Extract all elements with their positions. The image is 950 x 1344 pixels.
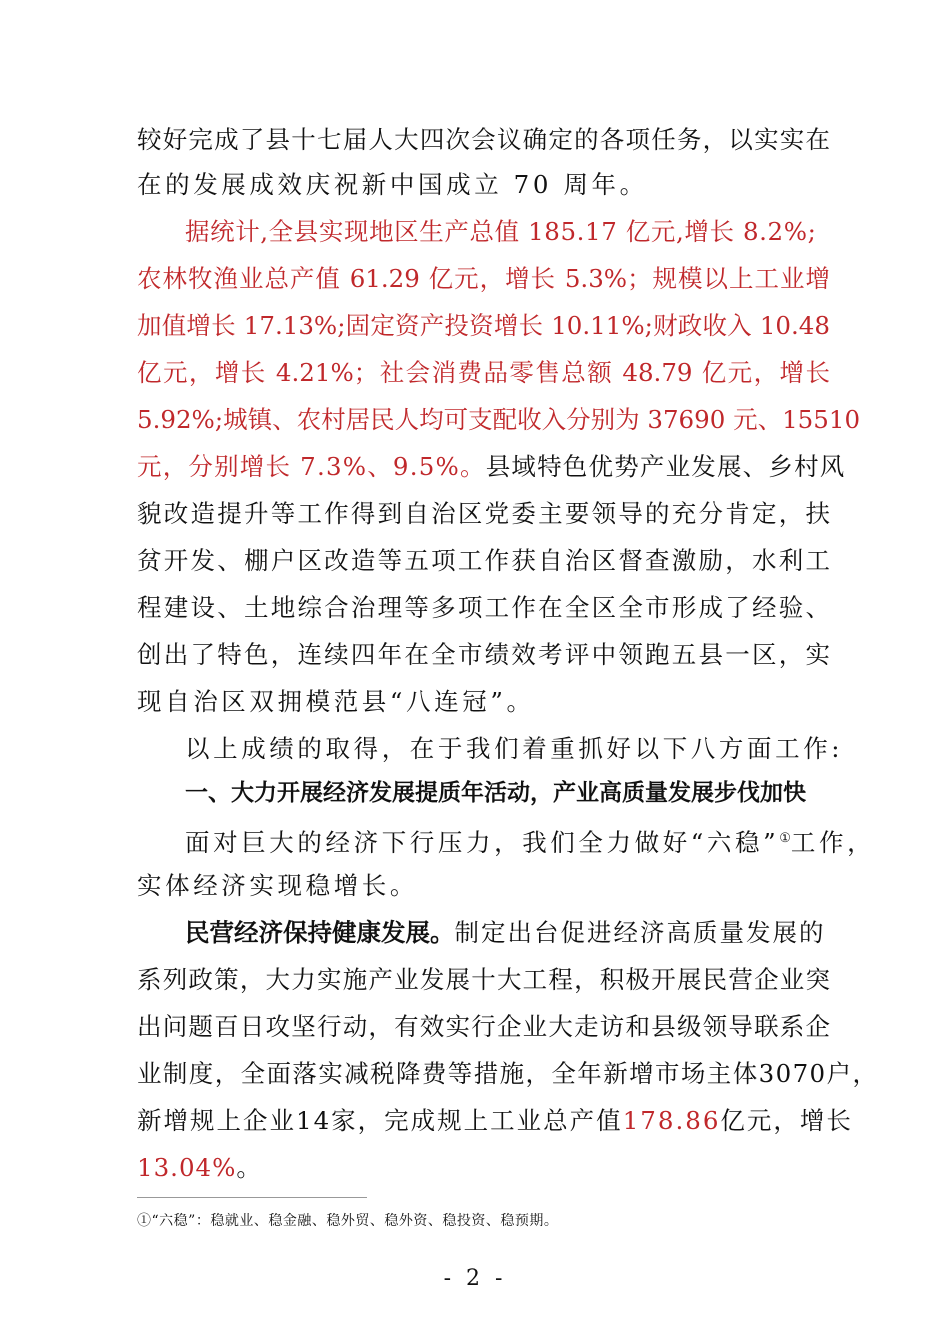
stat-text: 元，分别增长 7.3%、9.5%。	[137, 452, 486, 481]
body-line: 程建设、土地综合治理等多项工作在全区全市形成了经验、	[137, 593, 830, 622]
body-text: 。	[236, 1153, 262, 1182]
footnote-divider	[137, 1197, 367, 1198]
body-text: 工作，	[790, 828, 876, 857]
subheading: 民营经济保持健康发展。	[185, 918, 455, 947]
body-text: 新增规上企业14家，完成规上工业总产值	[137, 1106, 623, 1135]
body-line: 业制度，全面落实减税降费等措施，全年新增市场主体3070户，	[137, 1059, 879, 1088]
stat-line: 据统计,全县实现地区生产总值 185.17 亿元,增长 8.2%;	[185, 217, 817, 246]
stat-line: 亿元，增长 4.21%；社会消费品零售总额 48.79 亿元，增长	[137, 358, 830, 387]
body-line	[185, 824, 876, 858]
stat-text: 13.04%	[137, 1153, 237, 1182]
section-heading: 一、大力开展经济发展提质年活动，产业高质量发展步伐加快	[185, 780, 806, 806]
footnote: ①“六稳”：稳就业、稳金融、稳外贸、稳外资、稳投资、稳预期。	[137, 1213, 559, 1229]
stat-text: 178.86	[622, 1106, 721, 1135]
body-text: 亿元，增长	[720, 1106, 853, 1135]
body-line: 出问题百日攻坚行动，有效实行企业大走访和县级领导联系企	[137, 1012, 830, 1041]
mixed-line	[137, 1153, 830, 1183]
body-text: 制定出台促进经济高质量发展的	[454, 918, 826, 947]
body-line: 创出了特色，连续四年在全市绩效考评中领跑五县一区，实	[137, 640, 830, 669]
stat-line: 加值增长 17.13%;固定资产投资增长 10.11%;财政收入 10.48	[137, 311, 830, 340]
body-line: 系列政策，大力实施产业发展十大工程，积极开展民营企业突	[137, 965, 830, 994]
body-line: 貌改造提升等工作得到自治区党委主要领导的充分肯定，扶	[137, 499, 830, 528]
body-line: 现自治区双拥模范县“八连冠”。	[137, 687, 535, 716]
body-line: 在的发展成效庆祝新中国成立 70 周年。	[137, 170, 648, 199]
stat-line: 5.92%;城镇、农村居民人均可支配收入分别为 37690 元、15510	[137, 405, 861, 434]
body-line: 较好完成了县十七届人大四次会议确定的各项任务，以实实在	[137, 125, 830, 154]
body-line: 以上成绩的取得，在于我们着重抓好以下八方面工作:	[185, 734, 844, 763]
mixed-line	[137, 1106, 853, 1136]
body-line: 实体经济实现稳增长。	[137, 871, 418, 900]
mixed-line	[137, 452, 846, 482]
body-text: 县域特色优势产业发展、乡村风	[485, 452, 846, 481]
page-number: - 2 -	[443, 1266, 507, 1291]
subheading-line	[185, 918, 830, 948]
body-text: 面对巨大的经济下行压力，我们全力做好“六稳”	[185, 828, 780, 857]
stat-line: 农林牧渔业总产值 61.29 亿元，增长 5.3%；规模以上工业增	[137, 264, 830, 293]
body-line: 贫开发、棚户区改造等五项工作获自治区督查激励，水利工	[137, 546, 830, 575]
footnote-marker[interactable]: ①	[779, 831, 791, 846]
